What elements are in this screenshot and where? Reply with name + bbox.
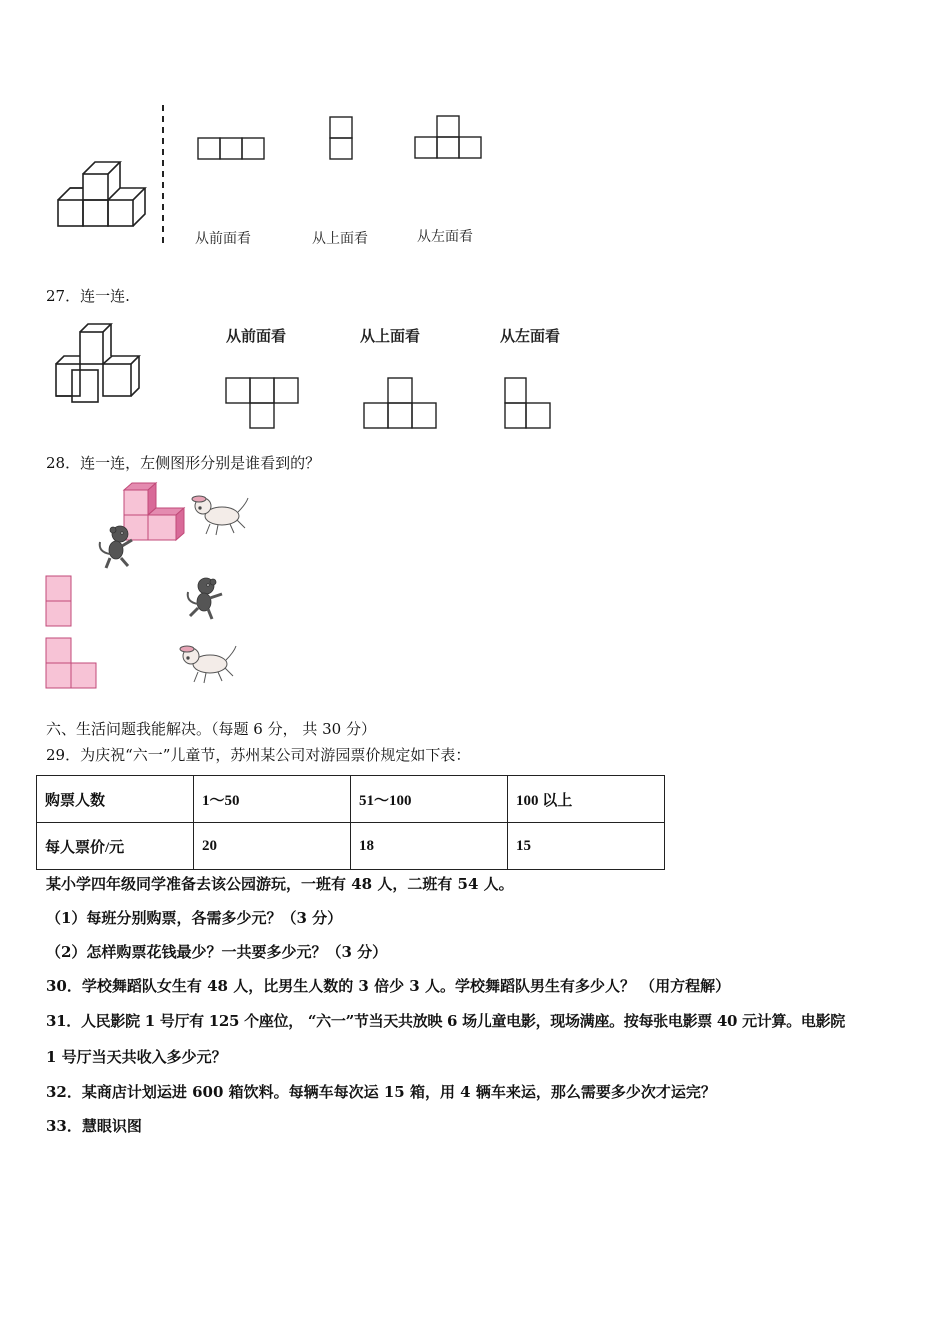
q27-cube-diagram bbox=[50, 320, 570, 435]
q27-figure bbox=[50, 320, 570, 435]
dog-icon bbox=[180, 646, 236, 683]
q29-sub2: （2）怎样购票花钱最少？一共要多少元？（3 分） bbox=[46, 943, 388, 961]
table-row bbox=[37, 776, 665, 823]
dog-icon-top bbox=[192, 496, 248, 535]
q29-title: 29．为庆祝“六一”儿童节，苏州某公司对游园票价规定如下表： bbox=[46, 746, 471, 764]
q27-title: 27．连一连. bbox=[46, 287, 130, 305]
q33-text: 33．慧眼识图 bbox=[46, 1117, 142, 1135]
q26-label-top: 从上面看 bbox=[312, 231, 368, 247]
q31-line1: 31．人民影院 1 号厅有 125 个座位， “六一”节当天共放映 6 场儿童电影，现场满座。按每张电影票 40 元计算。电影院 bbox=[46, 1012, 845, 1030]
q30-text: 30．学校舞蹈队女生有 48 人，比男生人数的 3 倍少 3 人。学校舞蹈队男生有多少人？ （用方程解） bbox=[46, 977, 731, 995]
table-row bbox=[37, 823, 665, 870]
q27-label-top: 从上面看 bbox=[360, 327, 421, 345]
q31-line2: 1 号厅当天共收入多少元？ bbox=[46, 1048, 227, 1066]
table-cell: 每人票价/元 bbox=[37, 823, 194, 870]
table-cell: 100 以上 bbox=[508, 776, 665, 823]
q26-label-left: 从左面看 bbox=[417, 229, 473, 245]
monkey-icon-top bbox=[100, 526, 132, 568]
q27-label-left: 从左面看 bbox=[500, 327, 561, 345]
table-cell: 18 bbox=[351, 823, 508, 870]
q28-diagram bbox=[40, 478, 270, 693]
table-cell: 51～100 bbox=[351, 776, 508, 823]
table-cell: 购票人数 bbox=[37, 776, 194, 823]
q26-label-front: 从前面看 bbox=[195, 231, 251, 247]
section6-title: 六、生活问题我能解决。（每题 6 分， 共 30 分） bbox=[46, 720, 376, 738]
q27-label-front: 从前面看 bbox=[226, 327, 287, 345]
table-cell: 20 bbox=[194, 823, 351, 870]
q26-figure bbox=[50, 100, 500, 260]
table-cell: 1～50 bbox=[194, 776, 351, 823]
q28-figure bbox=[40, 478, 270, 693]
monkey-icon bbox=[188, 578, 222, 619]
table-cell: 15 bbox=[508, 823, 665, 870]
q32-text: 32．某商店计划运进 600 箱饮料。每辆车每次运 15 箱，用 4 辆车来运，那么需要多少次才运完？ bbox=[46, 1083, 716, 1101]
q29-sub1: （1）每班分别购票，各需多少元？（3 分） bbox=[46, 909, 343, 927]
q29-desc: 某小学四年级同学准备去该公园游玩，一班有 48 人，二班有 54 人。 bbox=[46, 875, 514, 893]
q28-title: 28．连一连，左侧图形分别是谁看到的？ bbox=[46, 454, 321, 472]
q29-price-table bbox=[36, 775, 665, 870]
